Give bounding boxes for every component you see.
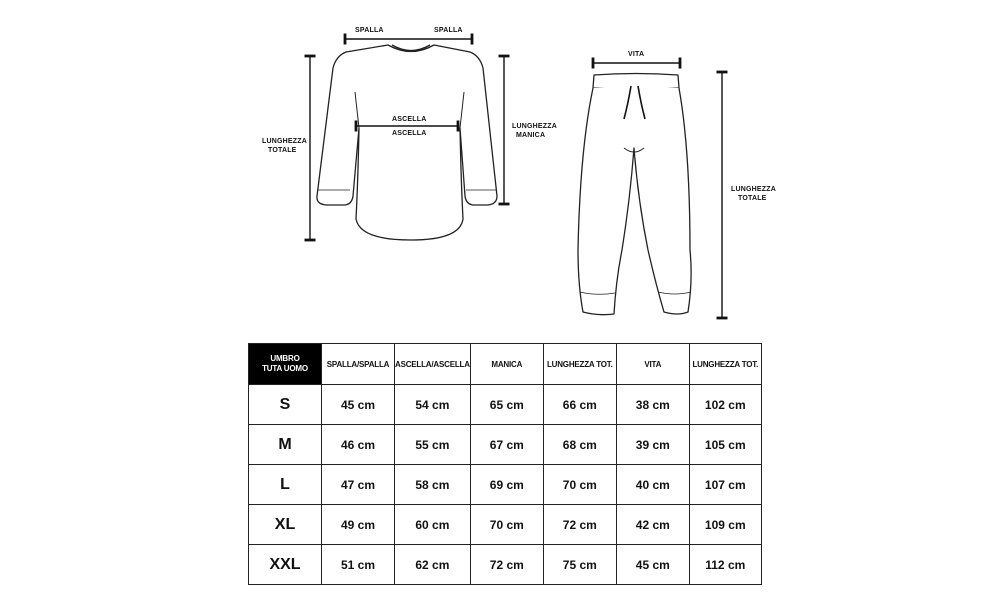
table-row xyxy=(249,545,762,585)
table-cell: 109 cm xyxy=(689,505,761,545)
table-cell: 105 cm xyxy=(689,425,761,465)
waist-label: VITA xyxy=(628,51,645,58)
table-cell: 69 cm xyxy=(470,465,543,505)
table-cell: 70 cm xyxy=(543,465,616,505)
sleeve-length-label-2: MANICA xyxy=(516,132,546,139)
sleeve-length-label-1: LUNGHEZZA xyxy=(512,123,557,130)
table-row xyxy=(249,425,762,465)
brand-cell xyxy=(249,344,322,385)
column-header: SPALLA/SPALLA xyxy=(322,344,395,385)
table-cell: 107 cm xyxy=(689,465,761,505)
table-cell: 72 cm xyxy=(543,505,616,545)
size-label: S xyxy=(249,385,322,425)
brand-name: UMBRO xyxy=(270,354,300,363)
table-row xyxy=(249,465,762,505)
table-cell: 65 cm xyxy=(470,385,543,425)
shirt-total-length-label-2: TOTALE xyxy=(268,147,297,154)
product-name: TUTA UOMO xyxy=(262,364,308,373)
table-row xyxy=(249,505,762,545)
column-header: MANICA xyxy=(470,344,543,385)
column-header: LUNGHEZZA TOT. xyxy=(689,344,761,385)
table-cell: 45 cm xyxy=(322,385,395,425)
size-chart-table xyxy=(248,343,762,585)
sweatshirt-outline xyxy=(317,45,497,240)
armpit-bottom-label: ASCELLA xyxy=(392,130,427,137)
table-row xyxy=(249,385,762,425)
armpit-top-label: ASCELLA xyxy=(392,116,427,123)
size-label: M xyxy=(249,425,322,465)
size-label: XL xyxy=(249,505,322,545)
table-cell: 68 cm xyxy=(543,425,616,465)
pants-total-length-label-2: TOTALE xyxy=(738,195,767,202)
table-cell: 58 cm xyxy=(395,465,471,505)
table-cell: 102 cm xyxy=(689,385,761,425)
size-label: XXL xyxy=(249,545,322,585)
table-cell: 42 cm xyxy=(616,505,689,545)
table-cell: 72 cm xyxy=(470,545,543,585)
table-cell: 39 cm xyxy=(616,425,689,465)
table-cell: 47 cm xyxy=(322,465,395,505)
table-cell: 49 cm xyxy=(322,505,395,545)
pants-total-length-label-1: LUNGHEZZA xyxy=(731,186,776,193)
shoulder-right-label: SPALLA xyxy=(434,27,463,34)
table-cell: 46 cm xyxy=(322,425,395,465)
table-cell: 60 cm xyxy=(395,505,471,545)
table-cell: 51 cm xyxy=(322,545,395,585)
column-header: ASCELLA/ASCELLA xyxy=(395,344,471,385)
column-header: LUNGHEZZA TOT. xyxy=(543,344,616,385)
table-cell: 54 cm xyxy=(395,385,471,425)
pants-outline xyxy=(578,74,691,315)
table-cell: 40 cm xyxy=(616,465,689,505)
table-cell: 67 cm xyxy=(470,425,543,465)
shoulder-left-label: SPALLA xyxy=(355,27,384,34)
table-cell: 66 cm xyxy=(543,385,616,425)
table-cell: 45 cm xyxy=(616,545,689,585)
table-cell: 62 cm xyxy=(395,545,471,585)
size-label: L xyxy=(249,465,322,505)
table-cell: 55 cm xyxy=(395,425,471,465)
table-cell: 75 cm xyxy=(543,545,616,585)
table-cell: 70 cm xyxy=(470,505,543,545)
column-header: VITA xyxy=(616,344,689,385)
table-cell: 112 cm xyxy=(689,545,761,585)
table-header-row xyxy=(249,344,762,385)
table-cell: 38 cm xyxy=(616,385,689,425)
shirt-total-length-label-1: LUNGHEZZA xyxy=(262,138,307,145)
